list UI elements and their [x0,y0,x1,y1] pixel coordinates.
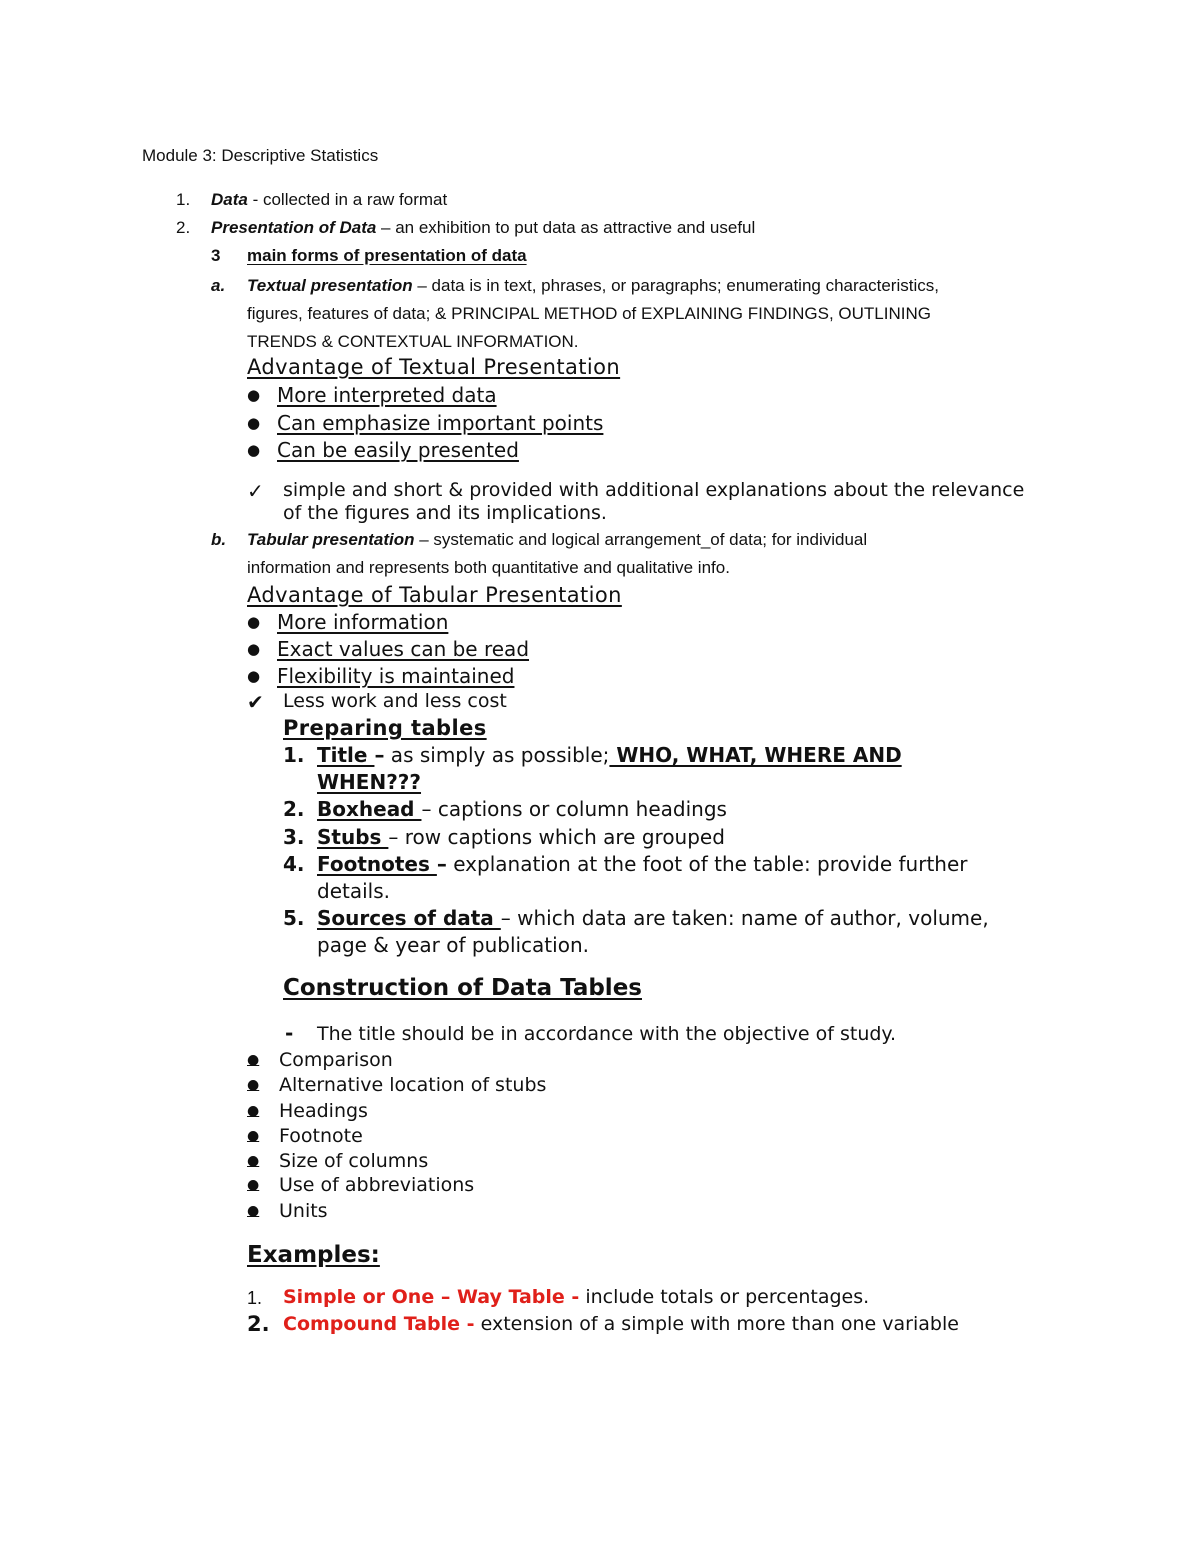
example-compound-table [283,1315,959,1334]
bullet-icon: ● [247,1077,260,1093]
list-number-2: 2. [176,218,191,237]
construction-item-2 [247,1076,546,1095]
heavy-check-icon: ✔ [247,690,264,714]
construction-item-3 [247,1102,368,1121]
bullet-icon: ● [247,414,261,432]
bullet-icon: ● [247,1103,260,1119]
construction-item-text: Units [279,1200,328,1222]
step-number-3: 3. [283,825,305,849]
step-boxhead [317,799,727,819]
bullet-icon: ● [247,1128,260,1144]
example-number-1: 1. [247,1288,263,1308]
construction-item-text: Comparison [279,1049,393,1071]
advantage-text: Can be easily presented [277,438,519,462]
step-number-2: 2. [283,797,305,821]
presentation-term: Presentation of Data [211,218,377,237]
tabular-term: Tabular presentation [247,530,415,549]
textual-advantage-heading: Advantage of Textual Presentation [247,355,621,379]
step-term: Stubs [317,825,389,849]
step-title [317,745,902,765]
step-sources [317,908,989,928]
step-number-1: 1. [283,743,305,767]
step-title-continued: WHEN??? [317,770,422,794]
step-number-4: 4. [283,852,305,876]
step-footnotes [317,854,968,874]
construction-dash-item: The title should be in accordance with the objective of study. [317,1023,897,1045]
advantage-text: More information [277,610,449,634]
textual-note-line-1: simple and short & provided with additional explanations about the relevance [283,479,1025,501]
preparing-tables-heading: Preparing tables [283,716,487,740]
textual-advantage-1 [247,385,497,405]
step-text: – which data are taken: name of author, volume, [500,906,989,930]
example-text: extension of a simple with more than one variable [474,1313,959,1335]
list-item-presentation [211,219,755,236]
examples-heading: Examples: [247,1242,380,1268]
step-number-5: 5. [283,906,305,930]
step-term: Title [317,743,375,767]
tabular-advantage-3 [247,666,514,686]
example-term: Compound Table - [283,1313,475,1335]
less-work-text: Less work and less cost [283,690,507,712]
construction-item-5 [247,1152,428,1171]
bullet-icon: ● [247,1203,260,1219]
advantage-text: Can emphasize important points [277,411,604,435]
advantage-text: Exact values can be read [277,637,530,661]
check-icon: ✓ [247,479,264,503]
example-term: Simple or One – Way Table - [283,1286,580,1308]
textual-definition: – data is in text, phrases, or paragraphs; enumerating characteristics, [412,276,939,295]
bullet-icon: ● [247,1153,260,1169]
step-text: – captions or column headings [421,797,727,821]
tabular-advantage-2 [247,639,529,659]
textual-advantage-2 [247,413,603,433]
step-text: – row captions which are grouped [388,825,725,849]
tabular-definition: – systematic and logical arrangement_of data; for individual [414,530,868,549]
tabular-line-2: information and represents both quantitative and qualitative info. [247,558,730,577]
step-text: explanation at the foot of the table: provide further [446,852,968,876]
step-extra: WHO, WHAT, WHERE AND [609,743,902,767]
textual-line-3: TRENDS & CONTEXTUAL INFORMATION. [247,332,579,351]
textual-advantage-3 [247,440,519,460]
textual-line-1 [247,277,939,294]
construction-item-text: Use of abbreviations [279,1174,475,1196]
step-term: Sources of data [317,906,501,930]
example-text: include totals or percentages. [579,1286,870,1308]
advantage-text: More interpreted data [277,383,497,407]
example-number-2: 2. [247,1312,270,1336]
step-footnotes-continued: details. [317,879,390,903]
dash-marker: - [285,1021,294,1045]
construction-item-text: Headings [279,1100,368,1122]
list-number-1: 1. [176,190,191,209]
main-forms-heading: main forms of presentation of data [247,246,527,265]
example-simple-table [283,1288,869,1307]
construction-item-4 [247,1127,363,1146]
step-sources-continued: page & year of publication. [317,933,589,957]
page-title: Module 3: Descriptive Statistics [142,146,379,165]
tabular-advantage-1 [247,612,448,632]
construction-item-text: Alternative location of stubs [279,1074,547,1096]
construction-item-6 [247,1176,474,1195]
step-term: Footnotes [317,852,437,876]
construction-item-text: Footnote [279,1125,363,1147]
step-term: Boxhead [317,797,422,821]
letter-b: b. [211,530,227,549]
construction-heading: Construction of Data Tables [283,975,642,1001]
bullet-icon: ● [247,386,261,404]
bullet-icon: ● [247,667,261,685]
textual-term: Textual presentation [247,276,413,295]
textual-line-2: figures, features of data; & PRINCIPAL METHOD of EXPLAINING FINDINGS, OUTLINING [247,304,931,323]
list-item-data [211,191,447,208]
bullet-icon: ● [247,613,261,631]
construction-item-text: Size of columns [279,1150,429,1172]
step-dash: – [436,852,447,876]
advantage-text: Flexibility is maintained [277,664,515,688]
construction-item-7 [247,1202,328,1221]
letter-a: a. [211,276,226,295]
step-text: as simply as possible; [384,743,610,767]
tabular-advantage-heading: Advantage of Tabular Presentation [247,583,622,607]
bullet-icon: ● [247,1177,260,1193]
step-dash: – [374,743,385,767]
textual-note-line-2: of the figures and its implications. [283,502,607,524]
bullet-icon: ● [247,441,261,459]
list-number-3: 3 [211,246,221,265]
data-term: Data [211,190,248,209]
data-definition: - collected in a raw format [247,190,448,209]
step-stubs [317,827,725,847]
bullet-icon: ● [247,640,261,658]
bullet-icon: ● [247,1052,260,1068]
tabular-line-1 [247,531,867,548]
presentation-definition: – an exhibition to put data as attractive and useful [376,218,756,237]
construction-item-1 [247,1051,393,1070]
